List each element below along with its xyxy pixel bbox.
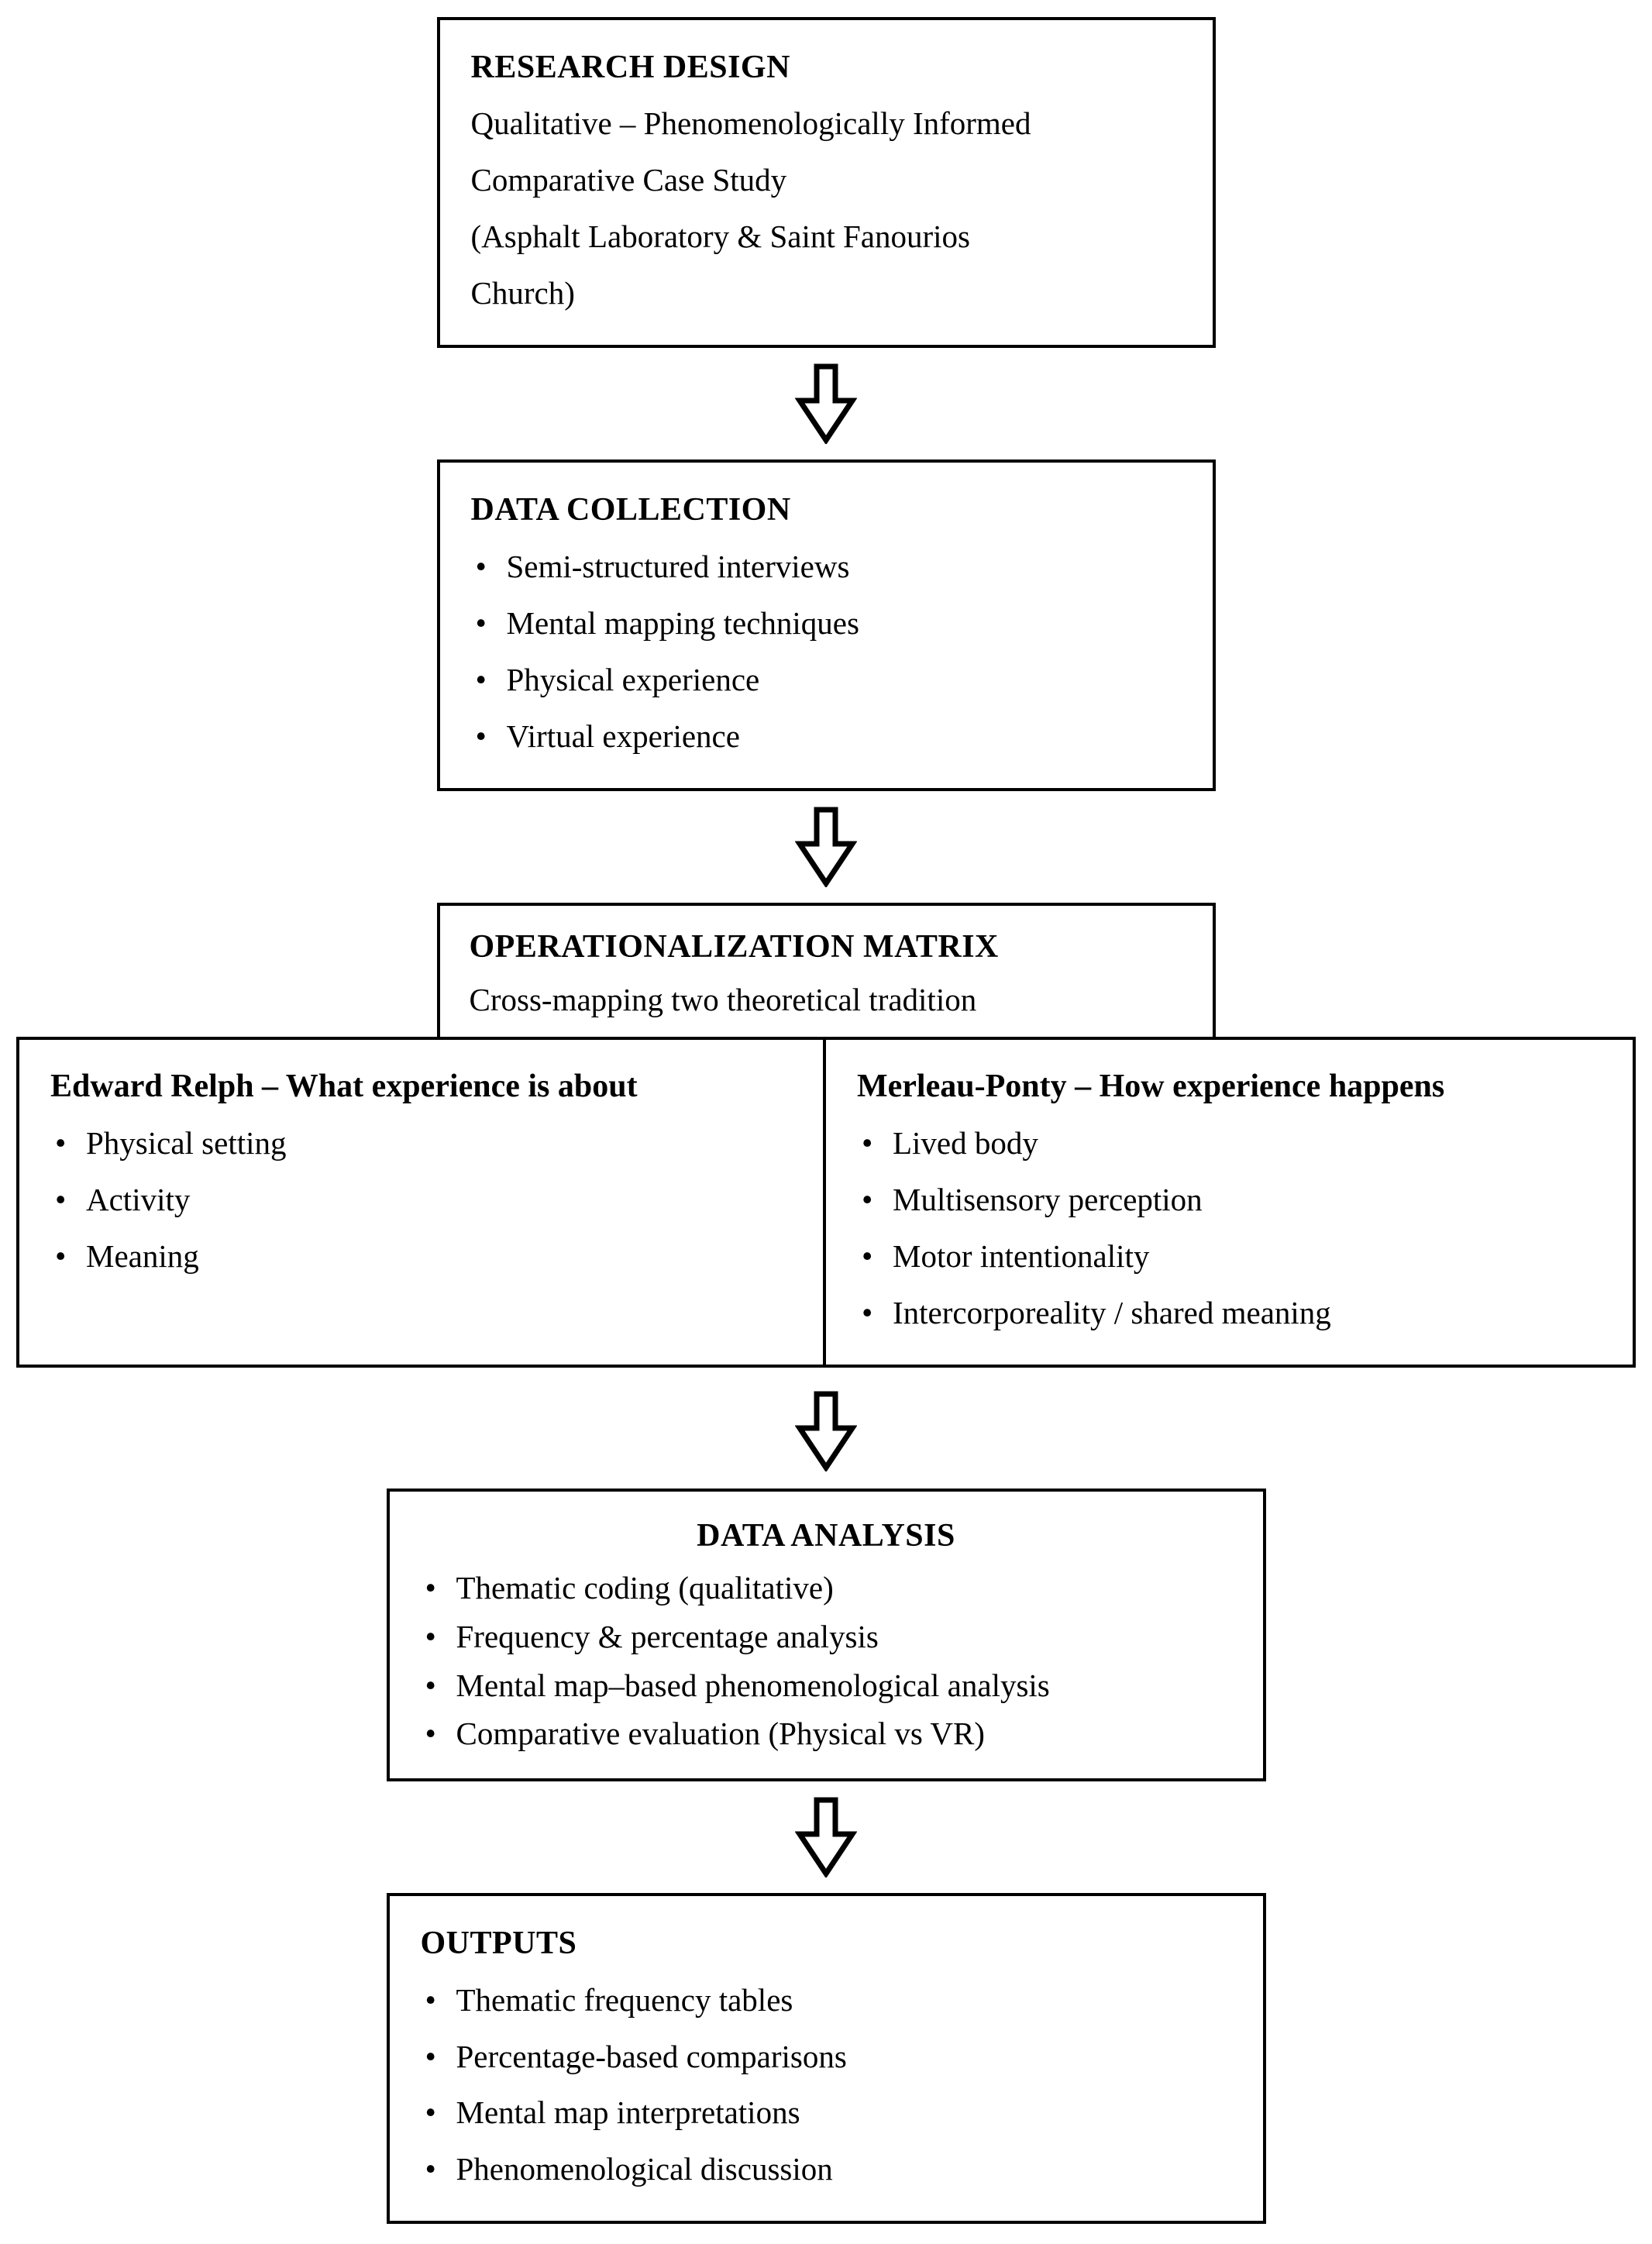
down-arrow-icon	[795, 1797, 857, 1877]
list-item: • Thematic coding (qualitative)	[421, 1564, 1232, 1612]
outputs-box	[387, 1893, 1266, 2224]
list-item: • Intercorporeality / shared meaning	[857, 1285, 1602, 1341]
research-design-title: RESEARCH DESIGN	[470, 50, 790, 85]
matrix-column-relph	[19, 1040, 826, 1365]
down-arrow-icon	[795, 1391, 857, 1471]
outputs-title: OUTPUTS	[420, 1926, 577, 1962]
operationalization-title: OPERATIONALIZATION MATRIX	[469, 928, 999, 965]
data-collection-box	[437, 459, 1216, 790]
list-item: • Virtual experience	[471, 708, 1182, 765]
list-item: • Comparative evaluation (Physical vs VR)	[421, 1709, 1232, 1758]
list-item: • Mental mapping techniques	[471, 595, 1182, 652]
list-item: • Physical experience	[471, 652, 1182, 708]
list-item: • Thematic frequency tables	[421, 1972, 1232, 2029]
research-design-line: (Asphalt Laboratory & Saint Fanourios	[470, 219, 971, 255]
data-collection-list	[471, 539, 1182, 765]
list-item: • Lived body	[857, 1115, 1602, 1172]
list-item: • Multisensory perception	[857, 1172, 1602, 1228]
list-item: • Mental map–based phenomenological analysis	[421, 1661, 1232, 1710]
down-arrow-icon	[795, 807, 857, 887]
outputs-list	[421, 1972, 1232, 2198]
relph-list	[50, 1115, 792, 1285]
matrix-column-merleau-ponty	[826, 1040, 1633, 1365]
list-item: • Physical setting	[50, 1115, 792, 1172]
research-design-box	[437, 17, 1216, 348]
down-arrow-icon	[795, 363, 857, 444]
data-analysis-list	[421, 1564, 1232, 1758]
operationalization-subtitle: Cross-mapping two theoretical tradition	[469, 981, 977, 1017]
list-item: • Meaning	[50, 1228, 792, 1285]
list-item: • Frequency & percentage analysis	[421, 1612, 1232, 1661]
merleau-ponty-heading: Merleau-Ponty – How experience happens	[857, 1068, 1445, 1104]
relph-heading: Edward Relph – What experience is about	[50, 1068, 638, 1104]
merleau-ponty-list	[857, 1115, 1602, 1341]
list-item: • Activity	[50, 1172, 792, 1228]
research-design-line: Church)	[470, 275, 575, 311]
list-item: • Motor intentionality	[857, 1228, 1602, 1285]
list-item: • Percentage-based comparisons	[421, 2029, 1232, 2085]
data-analysis-title: DATA ANALYSIS	[697, 1517, 955, 1554]
list-item: • Mental map interpretations	[421, 2084, 1232, 2141]
operationalization-matrix-box	[437, 903, 1216, 1040]
data-analysis-box	[387, 1489, 1266, 1781]
list-item: • Semi-structured interviews	[471, 539, 1182, 595]
research-design-line: Qualitative – Phenomenologically Informed	[470, 105, 1031, 142]
matrix-columns-box	[16, 1037, 1636, 1368]
list-item: • Phenomenological discussion	[421, 2141, 1232, 2198]
research-design-line: Comparative Case Study	[470, 162, 787, 198]
data-collection-title: DATA COLLECTION	[470, 492, 791, 528]
